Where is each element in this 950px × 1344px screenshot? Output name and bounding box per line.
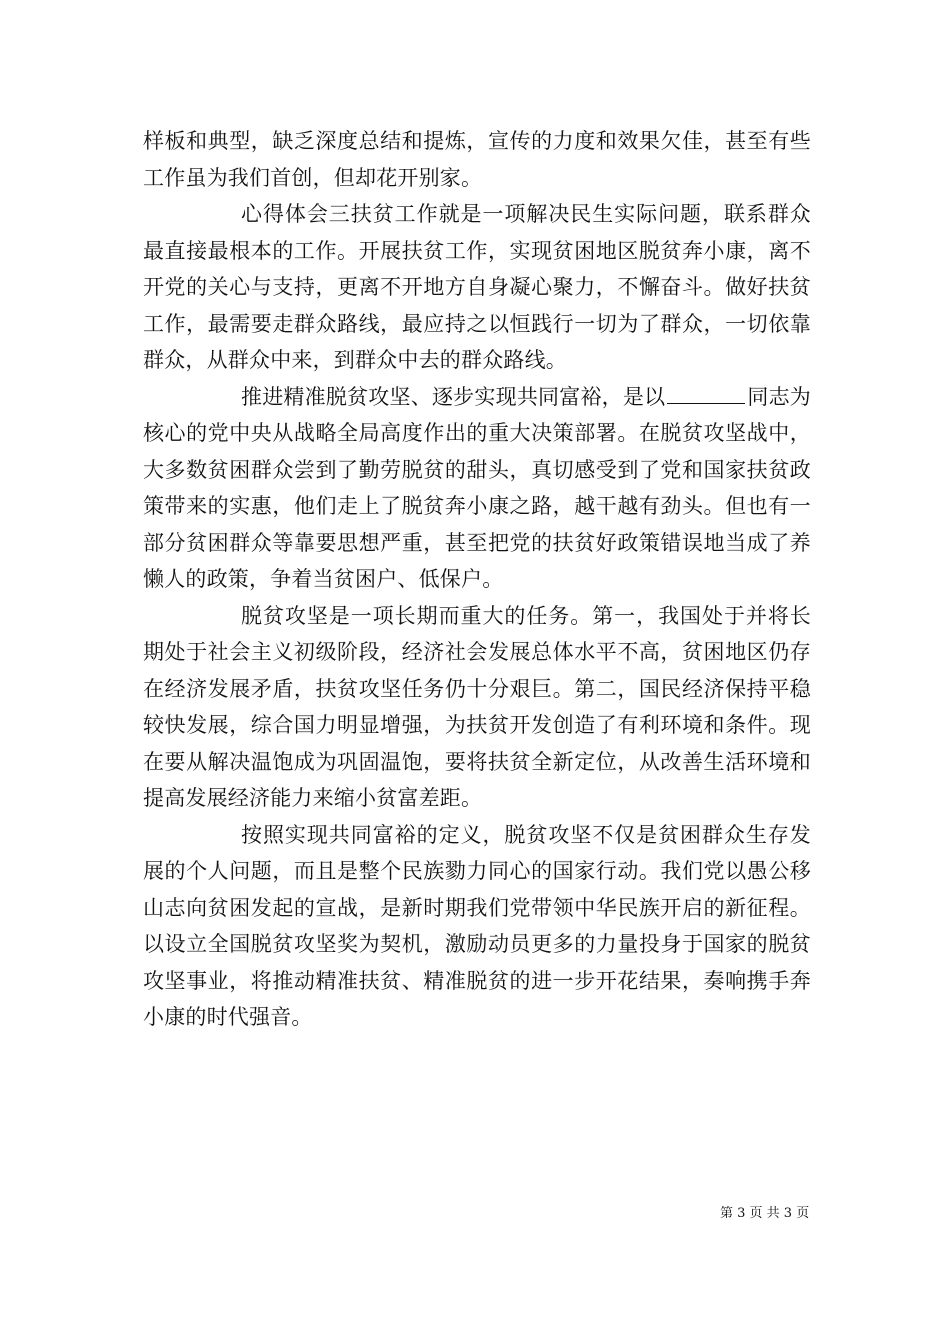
paragraph-text-after-blank: 同志为核心的党中央从战略全局高度作出的重大决策部署。在脱贫攻坚战中，大多数贫困群众尝到了勤劳脱贫的甜头，真切感受到了党和国家扶贫政策带来的实惠，他们走上了脱贫奔小康之路，越干越有劲头。但也有一部分贫困群众等靠要思想严重，甚至把党的扶贫好政策错误地当成了养懒人的政策，争着当贫困户、低保户。 [143,384,811,591]
paragraph-common-prosperity: 按照实现共同富裕的定义，脱贫攻坚不仅是贫困群众生存发展的个人问题，而且是整个民族勠力同心的国家行动。我们党以愚公移山志向贫困发起的宣战，是新时期我们党带领中华民族开启的新征程。以设立全国脱贫攻坚奖为契机，激励动员更多的力量投身于国家的脱贫攻坚事业，将推动精准扶贫、精准脱贫的进一步开花结果，奏响携手奔小康的时代强音。 [143,822,811,1029]
fill-in-blank-line [667,385,745,404]
document-body [143,123,811,1036]
page-number-footer: 第 3 页 共 3 页 [720,1206,810,1221]
paragraph-experience-three: 心得体会三扶贫工作就是一项解决民生实际问题，联系群众最直接最根本的工作。开展扶贫工作，实现贫困地区脱贫奔小康，离不开党的关心与支持，更离不开地方自身凝心聚力，不懈奋斗。做好扶贫工作，最需要走群众路线，最应持之以恒践行一切为了群众，一切依靠群众，从群众中来，到群众中去的群众路线。 [143,202,811,372]
paragraph-continuation: 样板和典型，缺乏深度总结和提炼，宣传的力度和效果欠佳，甚至有些工作虽为我们首创，但却花开别家。 [143,129,811,190]
paragraph-text-before-blank: 推进精准脱贫攻坚、逐步实现共同富裕，是以 [241,384,666,409]
paragraph-precision-poverty [143,379,811,598]
paragraph-long-term-task: 脱贫攻坚是一项长期而重大的任务。第一，我国处于并将长期处于社会主义初级阶段，经济社会发展总体水平不高，贫困地区仍存在经济发展矛盾，扶贫攻坚任务仍十分艰巨。第二，国民经济保持平稳较快发展，综合国力明显增强，为扶贫开发创造了有利环境和条件。现在要从解决温饱成为巩固温饱，要将扶贫全新定位，从改善生活环境和提高发展经济能力来缩小贫富差距。 [143,603,811,810]
